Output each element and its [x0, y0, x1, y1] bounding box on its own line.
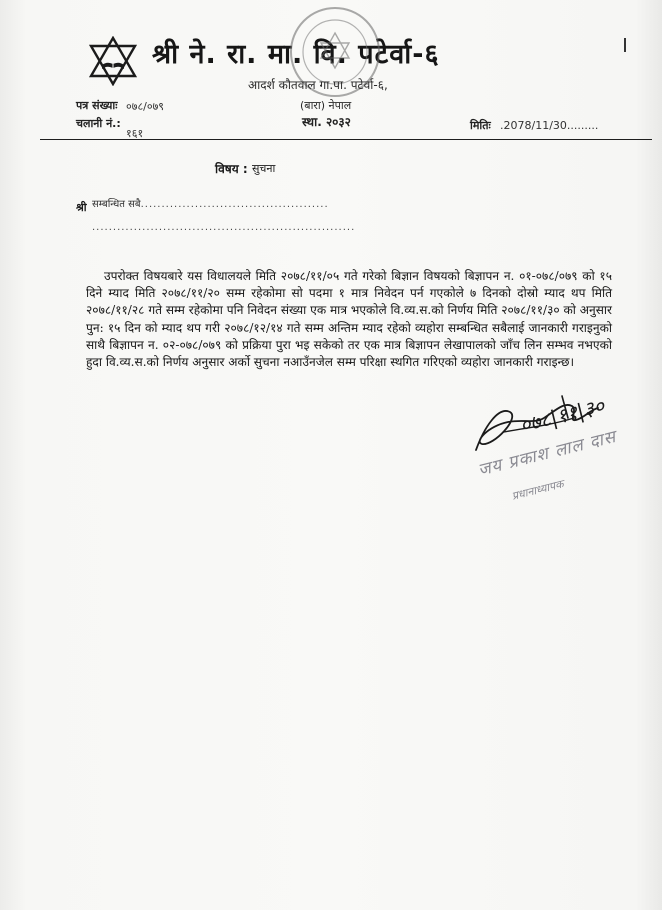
date-label: मितिः	[470, 119, 491, 132]
seal-district: (बारा) नेपाल	[300, 99, 352, 112]
signature-date: ०७८|११|३०	[517, 393, 607, 438]
notice-body: उपरोक्त विषयबारे यस विधालयले मिति २०७८/११/०५ गते गरेको बिज्ञान विषयको बिज्ञापन न. ०१-०७८/०७९ को १५ दिने म्याद मिति २०७८/११/२० सम्म रहेकोमा सो पदमा १ मात्र निवेदन पर्न गएकोले ७ दिनको दोस्रो म्याद थप मिति २०७८/११/२८ गते सम्म रहेकोमा पनि निवेदन संख्या एक मात्र भएकोले वि.व्य.स.को निर्णय मिति २०७८/११/३० को अनुसार पुन: १५ दिन को म्याद थप गरी २०७८/१२/१४ गते सम्म अन्तिम म्याद रहेको व्यहोरा सम्बन्धित सबैलाई जानकारी गराइनुको साथै बिज्ञापन न. ०२-०७८/०७९ को प्रक्रिया पुरा भइ सकेको तर एक मात्र बिज्ञापन लेखापालको जाँच लिन सम्भव नभएको हुदा वि.व्य.स.को निर्णय अनुसार अर्को सुचना नआउँनजेल सम्म परिक्षा स्थगित गरिएको व्यहोरा जानकारी गराइन्छ।	[86, 269, 612, 370]
school-address: आदर्श कौतवाल गा.पा. पटेर्वा-६,	[248, 78, 388, 92]
recipient-value	[92, 196, 329, 210]
subject-label: विषय :	[215, 162, 248, 176]
stamp-name: जय प्रकाश लाल दास	[475, 426, 619, 481]
recipient-prefix: श्री	[76, 201, 87, 214]
header-divider	[40, 139, 652, 140]
recipient-dots-2: ...............................................................	[92, 222, 356, 233]
recipient-dots-1: .............................................	[140, 199, 329, 210]
subject-value: सुचना	[252, 162, 276, 175]
dispatch-number-value: १६१	[126, 127, 144, 140]
letter-number-label: पत्र संख्याः	[76, 99, 118, 112]
margin-mark	[624, 38, 626, 52]
school-name: श्री ने. रा. मा. वि. पटेर्वा-६	[152, 39, 440, 70]
school-logo-icon	[88, 36, 138, 86]
seal-established: स्था. २०३२	[302, 115, 351, 129]
date-value: .2078/11/30.........	[500, 119, 599, 132]
letter-number-value: ०७८/०७९	[126, 100, 165, 113]
dispatch-number-label: चलानी नं.:	[76, 117, 121, 130]
recipient-name: सम्बन्धित सबै	[92, 199, 141, 210]
stamp-title: प्रधानाध्यापक	[510, 477, 565, 503]
